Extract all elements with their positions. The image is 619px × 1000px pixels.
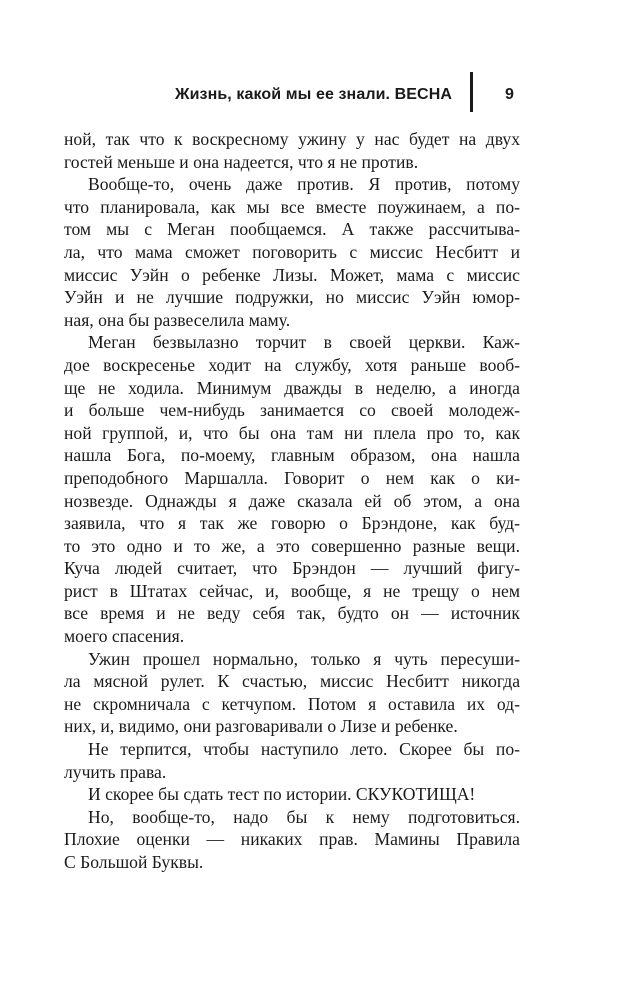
text-line: что планировала, как мы все вместе поужинаем, а по- <box>64 196 520 217</box>
text-line: ной группой, и, что бы она там ни плела про то, как <box>64 422 520 443</box>
text-line: ще не ходила. Минимум дважды в неделю, а иногда <box>64 377 520 398</box>
text-line: ная, она бы развеселила маму. <box>64 309 291 330</box>
text-line: моего спасения. <box>64 626 185 647</box>
text-line: лучить права. <box>64 761 167 782</box>
text-line: нашла Бога, по-моему, главным образом, она нашла <box>64 445 520 466</box>
text-line: Меган безвылазно торчит в своей церкви. Каж- <box>88 332 520 353</box>
text-line: Не терпится, чтобы наступило лето. Скорее бы по- <box>88 739 520 760</box>
text-line: Но, вообще-то, надо бы к нему подготовиться. <box>88 806 520 827</box>
page-number: 9 <box>505 86 514 103</box>
text-line: Куча людей считает, что Брэндон — лучший фигу- <box>64 558 520 579</box>
header-divider <box>470 72 473 112</box>
text-line: них, и, видимо, они разговаривали о Лизе и ребенке. <box>64 716 458 737</box>
text-line: ла, что мама сможет поговорить с миссис Несбитт и <box>64 241 520 262</box>
text-line: том мы с Меган пообщаемся. А также рассчитыва- <box>64 219 520 240</box>
text-line: Уэйн и не лучшие подружки, но миссис Уэйн юмор- <box>64 287 520 308</box>
text-line: Плохие оценки — никаких прав. Мамины Правила <box>64 829 520 850</box>
text-line: миссис Уэйн о ребенке Лизы. Может, мама с миссис <box>64 264 520 285</box>
text-line: заявила, что я так же говорю о Брэндоне, как буд- <box>64 513 520 534</box>
running-title: Жизнь, какой мы ее знали. ВЕСНА <box>175 86 452 103</box>
text-line: рист в Штатах сейчас, и, вообще, я не трещу о нем <box>64 580 520 601</box>
text-line: все время и не веду себя так, будто он — источник <box>64 603 520 624</box>
text-line: и больше чем-нибудь занимается со своей молодеж- <box>64 400 520 421</box>
text-line: Вообще-то, очень даже против. Я против, потому <box>88 174 520 195</box>
text-line: то это одно и то же, а это совершенно разные вещи. <box>64 535 520 556</box>
text-line: ной, так что к воскресному ужину у нас будет на двух <box>64 129 520 149</box>
body-text <box>64 128 520 874</box>
text-line: С Большой Буквы. <box>64 852 204 872</box>
text-line: гостей меньше и она надеется, что я не против. <box>64 151 419 172</box>
text-line: преподобного Маршалла. Говорит о нем как о ки- <box>64 467 520 488</box>
text-line: нозвезде. Однажды я даже сказала ей об этом, а она <box>64 490 520 511</box>
text-line: не скромничала с кетчупом. Потом я оставила их од- <box>64 693 520 714</box>
text-line: Ужин прошел нормально, только я чуть пересуши- <box>88 648 520 669</box>
text-line: И скорее бы сдать тест по истории. СКУКОТИЩА! <box>88 784 476 805</box>
text-line: ла мясной рулет. К счастью, миссис Несбитт никогда <box>64 671 520 692</box>
text-line: дое воскресенье ходит на службу, хотя раньше вооб- <box>64 354 520 375</box>
